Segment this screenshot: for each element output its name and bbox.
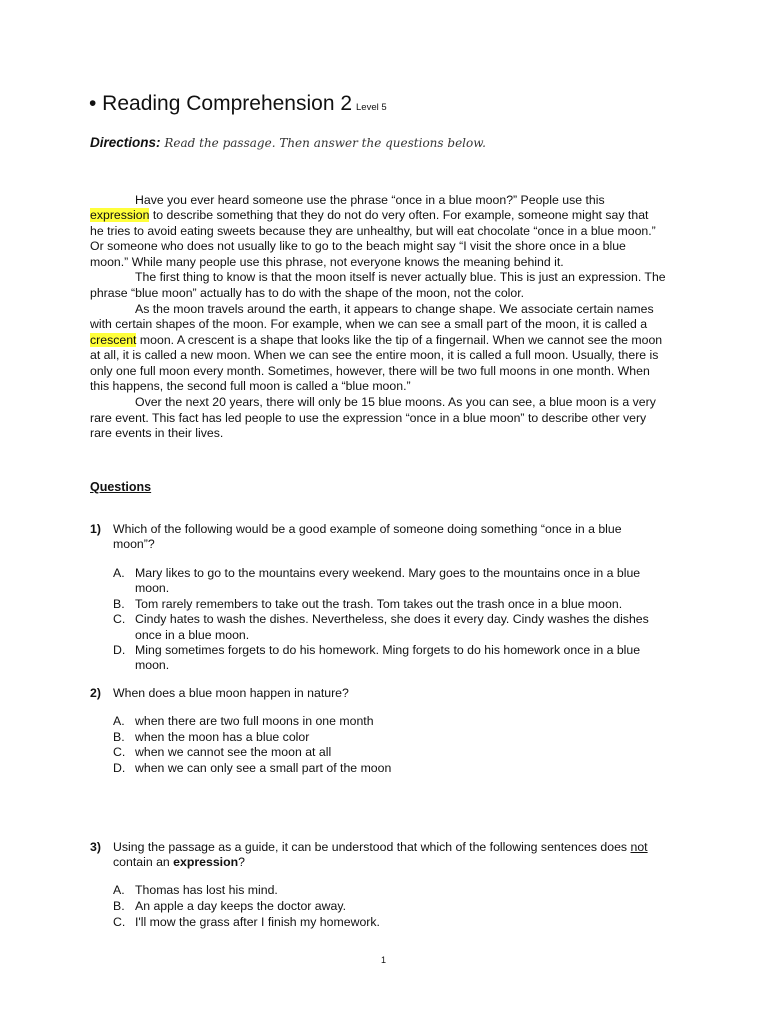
question-text: When does a blue moon happen in nature?	[113, 686, 349, 700]
option-text: Mary likes to go to the mountains every weekend. Mary goes to the mountains once in a blue	[135, 566, 641, 580]
option-letter: C.	[113, 745, 126, 759]
bold-word: expression	[173, 855, 239, 869]
passage-line: crescent moon. A crescent is a shape that looks like the tip of a fingernail. When we cannot see the moon	[90, 333, 663, 347]
option-letter: D.	[113, 761, 126, 775]
option-text: once in a blue moon.	[135, 628, 250, 642]
passage-line: with certain shapes of the moon. For example, when we can see a small part of the moon, it is called a	[90, 317, 648, 331]
questions-heading: Questions	[90, 480, 152, 494]
title-text: • Reading Comprehension 2	[89, 92, 353, 115]
option-letter: C.	[113, 612, 126, 626]
option-text: moon.	[135, 581, 170, 595]
directions-label: Directions:	[90, 135, 161, 150]
passage-line: expression to describe something that they do not do very often. For example, someone might say that	[90, 208, 649, 222]
passage-line: Or someone who does not usually like to go to the beach might say “I visit the shore once in a blue	[90, 239, 626, 253]
option-letter: A.	[113, 566, 125, 580]
question-number: 1)	[90, 522, 101, 536]
question-number: 2)	[90, 686, 101, 700]
question-text: Using the passage as a guide, it can be understood that which of the following sentences does not	[113, 840, 648, 854]
highlighted-word: crescent	[90, 333, 137, 347]
passage-line: this happens, the second full moon is called a “blue moon.”	[90, 379, 411, 393]
option-text: when the moon has a blue color	[135, 730, 310, 744]
page-title	[89, 92, 387, 116]
passage-line: moon.” While many people use this phrase, not everyone knows the meaning behind it.	[90, 255, 564, 269]
passage-line: phrase “blue moon” actually has to do with the shape of the moon, not the color.	[90, 286, 525, 300]
passage-line: rare events in their lives.	[90, 426, 224, 440]
option-letter: B.	[113, 730, 125, 744]
option-letter: C.	[113, 915, 126, 929]
option-letter: B.	[113, 899, 125, 913]
option-text: Tom rarely remembers to take out the trash. Tom takes out the trash once in a blue moon.	[135, 597, 623, 611]
highlighted-word: expression	[90, 208, 150, 222]
option-text: when we cannot see the moon at all	[135, 745, 332, 759]
passage-line: only one full moon every month. Sometimes, however, there will be two full moons in one month. When	[90, 364, 650, 378]
question-text: moon”?	[113, 537, 155, 551]
option-text: when we can only see a small part of the moon	[135, 761, 392, 775]
option-text: when there are two full moons in one month	[135, 714, 374, 728]
option-text: Cindy hates to wash the dishes. Nevertheless, she does it every day. Cindy washes the dishes	[135, 612, 649, 626]
passage-line: at all, it is called a new moon. When we can see the entire moon, it is called a full moon. Usually, there is	[90, 348, 659, 362]
directions-text: Read the passage. Then answer the questions below.	[164, 136, 486, 150]
question-number: 3)	[90, 840, 101, 854]
option-letter: B.	[113, 597, 125, 611]
option-letter: A.	[113, 883, 125, 897]
option-text: Ming sometimes forgets to do his homework. Ming forgets to do his homework once in a blue	[135, 643, 641, 657]
passage-line: As the moon travels around the earth, it appears to change shape. We associate certain names	[135, 302, 654, 316]
level-label: Level 5	[356, 102, 387, 113]
underlined-word: not	[630, 840, 648, 854]
option-text: moon.	[135, 658, 170, 672]
option-letter: D.	[113, 643, 126, 657]
passage-line: The first thing to know is that the moon itself is never actually blue. This is just an expression. The	[135, 270, 666, 284]
page-number: 1	[381, 955, 387, 965]
option-text: I'll mow the grass after I finish my homework.	[135, 915, 380, 929]
directions	[90, 135, 486, 150]
option-text: Thomas has lost his mind.	[135, 883, 278, 897]
passage-line: Have you ever heard someone use the phrase “once in a blue moon?” People use this	[135, 193, 605, 207]
passage-line: rare event. This fact has led people to use the expression “once in a blue moon” to describe other very	[90, 411, 647, 425]
passage-line: Over the next 20 years, there will only be 15 blue moons. As you can see, a blue moon is a very	[135, 395, 656, 409]
passage-line: he tries to avoid eating sweets because they are unhealthy, but will eat chocolate “once in a blue moon.”	[90, 224, 656, 238]
question-text: Which of the following would be a good example of someone doing something “once in a blue	[113, 522, 622, 536]
question-text: contain an expression?	[113, 855, 245, 869]
option-text: An apple a day keeps the doctor away.	[135, 899, 347, 913]
option-letter: A.	[113, 714, 125, 728]
